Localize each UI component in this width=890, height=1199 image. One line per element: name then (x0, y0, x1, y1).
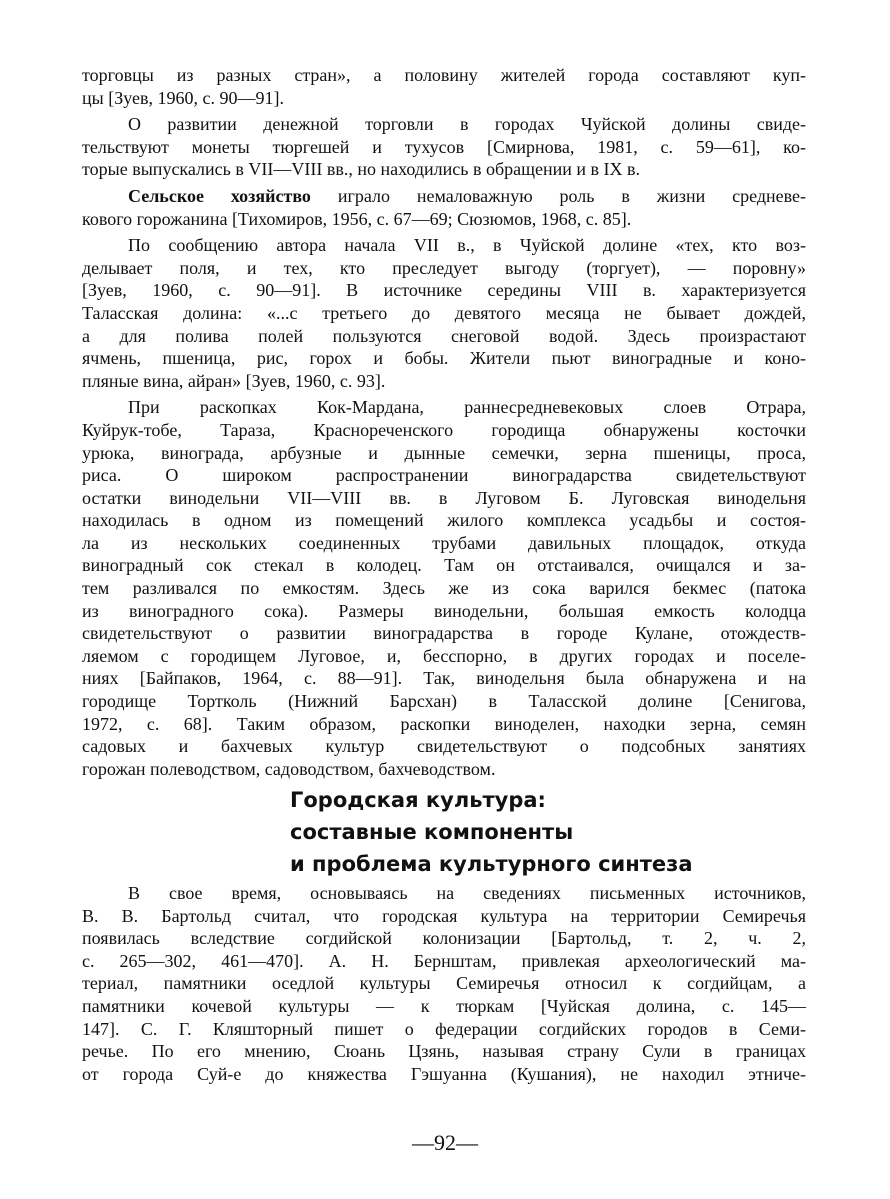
text-line: 1972, с. 68]. Таким образом, раскопки виноделен, находки зерна, семян (82, 713, 806, 734)
text-line: с. 265—302, 461—470]. А. Н. Бернштам, привлекая археологический ма- (82, 950, 806, 971)
text-line: садовых и бахчевых культур свидетельствуют о подсобных занятиях (82, 736, 806, 757)
text-line: О развитии денежной торговли в городах Чуйской долины свиде- (128, 114, 806, 135)
text-line: горожан полеводством, садоводством, бахчеводством. (82, 758, 496, 779)
text-line: пляные вина, айран» [Зуев, 1960, с. 93]. (82, 370, 386, 391)
text-line: По сообщению автора начала VII в., в Чуйской долине «тех, кто воз- (128, 235, 806, 256)
text-line: тельствуют монеты тюргешей и тухусов [Смирнова, 1981, с. 59—61], ко- (82, 136, 806, 157)
text-lower (82, 882, 806, 1085)
paragraph-coins (82, 113, 806, 181)
text-line: При раскопках Кок-Мардана, раннесредневековых слоев Отрара, (128, 397, 806, 418)
paragraph-agriculture (82, 185, 806, 230)
text-line: виноградный сок стекал в колодец. Там он отстаивался, очищался и за- (82, 555, 806, 576)
text-line: от города Суй-е до княжества Гэшуанна (Кушания), не находил этниче- (82, 1063, 806, 1084)
heading-line: Городская культура: (290, 788, 546, 812)
text-line: торговцы из разных стран», а половину жителей города составляют куп- (82, 65, 806, 85)
bold-term: Сельское хозяйство (128, 185, 311, 206)
text-run: играло немаловажную роль в жизни средневе- (310, 185, 806, 206)
text-line: делывает поля, и тех, кто преследует выгоду (торгует), — поровну» (82, 257, 806, 278)
text-line: тем разливался по емкостям. Здесь же из сока варился бекмес (патока (82, 578, 806, 599)
text-line: ла из нескольких соединенных трубами давильных площадок, откуда (82, 532, 806, 553)
text-line: В. В. Бартольд считал, что городская культура на территории Семиречья (82, 905, 806, 926)
text-line: появилась вследствие согдийской колонизации [Бартольд, т. 2, ч. 2, (82, 928, 806, 949)
text-line: ляемом с городищем Луговое, и, бесспорно, в других городах и поселе- (82, 645, 806, 666)
text-line: ниях [Байпаков, 1964, с. 88—91]. Так, винодельня была обнаружена и на (82, 668, 806, 689)
text-line: Таласская долина: «...с третьего до девятого месяца не бывает дождей, (82, 302, 806, 323)
text-line: торые выпускались в VII—VIII вв., но находились в обращении и в IX в. (82, 159, 640, 180)
text-line: риса. О широком распространении виноградарства свидетельствуют (82, 465, 806, 486)
text-line: териал, памятники оседлой культуры Семиречья относил к согдийцам, а (82, 973, 806, 994)
text-line: Куйрук-тобе, Тараза, Краснореченского городища обнаружены косточки (82, 419, 806, 440)
text-line: урюка, винограда, арбузные и дынные семечки, зерна пшеницы, проса, (82, 442, 806, 463)
section-heading (290, 784, 790, 880)
text-line: находилась в одном из помещений жилого комплекса усадьбы и состоя- (82, 510, 806, 531)
text-line: 147]. С. Г. Кляшторный пишет о федерации согдийских городов в Семи- (82, 1018, 806, 1039)
text-line: памятники кочевой культуры — к тюркам [Чуйская долина, с. 145— (82, 995, 806, 1016)
text-line: остатки винодельни VII—VIII вв. в Луговом Б. Луговская винодельня (82, 487, 806, 508)
text-line: кового горожанина [Тихомиров, 1956, с. 67—69; Сюзюмов, 1968, с. 85]. (82, 208, 632, 229)
paragraph-traders (82, 64, 806, 109)
heading-line: составные компоненты (290, 820, 574, 844)
page-number: —92— (412, 1130, 478, 1155)
paragraph-chuy-valley (82, 234, 806, 392)
heading-line: и проблема культурного синтеза (290, 852, 693, 876)
text-line (82, 185, 806, 208)
text-line: свидетельствуют о развитии виноградарства в городе Кулане, отождеств- (82, 623, 806, 644)
text-line: городище Тортколь (Нижний Барсхан) в Таласской долине [Сенигова, (82, 691, 806, 712)
text-line: из виноградного сока). Размеры винодельни, большая емкость колодца (82, 600, 806, 621)
text-line: [Зуев, 1960, с. 90—91]. В источнике середины VIII в. характеризуется (82, 280, 806, 301)
paragraph-excavations (82, 396, 806, 780)
text-line: речье. По его мнению, Сюань Цзянь, называя страну Сули в границах (82, 1041, 806, 1062)
text-line: В свое время, основываясь на сведениях письменных источников, (128, 883, 806, 903)
text-line: ячмень, пшеница, рис, горох и бобы. Жители пьют виноградные и коно- (82, 348, 806, 369)
text-line: цы [Зуев, 1960, с. 90—91]. (82, 87, 284, 108)
paragraph-bartold (82, 882, 806, 1085)
text-line: а для полива полей пользуются снеговой водой. Здесь произрастают (82, 325, 806, 346)
text-upper (82, 64, 806, 780)
